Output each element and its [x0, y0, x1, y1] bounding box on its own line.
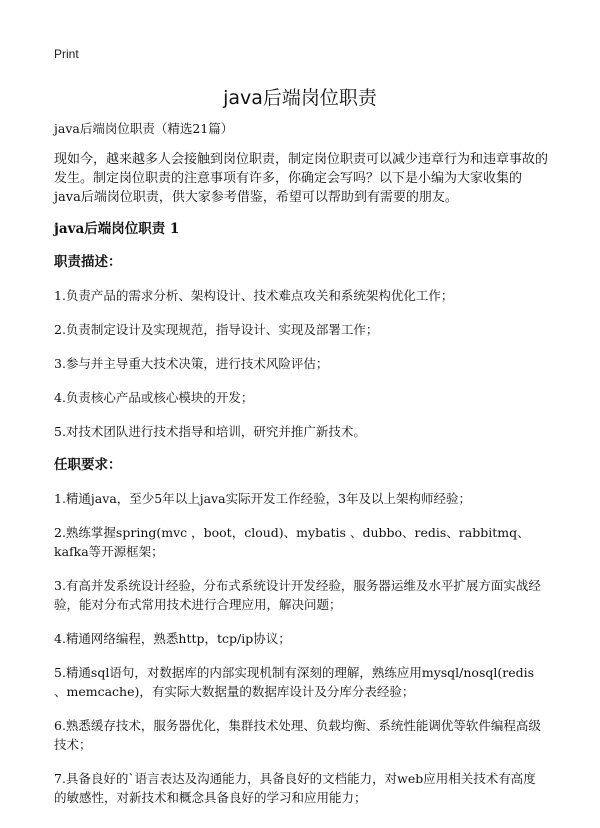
section-heading: java后端岗位职责 1	[54, 221, 180, 237]
requirement-item: 1.精通java，至少5年以上java实际开发工作经验，3年及以上架构师经验；	[54, 491, 472, 506]
requirement-item: 3.有高并发系统设计经验，分布式系统设计开发经验，服务器运维及水平扩展方面实战经验，能对分布式常用技术进行合理应用，解决问题；	[54, 578, 541, 612]
intro-paragraph: 现如今，越来越多人会接触到岗位职责，制定岗位职责可以减少违章行为和违章事故的发生。制定岗位职责的注意事项有许多，你确定会写吗？以下是小编为大家收集的java后端岗位职责，供大家参考借鉴，希望可以帮助到有需要的朋友。	[54, 152, 549, 205]
document-subtitle: java后端岗位职责（精选21篇）	[54, 121, 234, 136]
requirement-item: 7.具备良好的`语言表达及沟通能力，具备良好的文档能力，对web应用相关技术有高度的敏感性，对新技术和概念具备良好的学习和应用能力；	[54, 771, 536, 805]
requirement-item: 4.精通网络编程，熟悉http，tcp/ip协议；	[54, 631, 291, 646]
document-title: java后端岗位职责	[223, 87, 377, 109]
print-label: Print	[54, 47, 79, 61]
requirements-heading: 任职要求：	[54, 457, 122, 473]
requirement-item: 6.熟悉缓存技术，服务器优化，集群技术处理、负载均衡、系统性能调优等软件编程高级技术；	[54, 718, 541, 752]
requirement-item: 2.熟练掌握spring(mvc ，boot，cloud)、mybatis 、dubbo、redis、rabbitmq、kafka等开源框架；	[54, 525, 530, 559]
document-body	[54, 120, 548, 822]
duty-item: 1.负责产品的需求分析、架构设计、技术难点攻关和系统架构优化工作；	[54, 288, 454, 303]
duties-heading: 职责描述：	[54, 254, 122, 270]
requirement-item: 5.精通sql语句，对数据库的内部实现机制有深刻的理解，熟练应用mysql/nosql(redis 、memcache)，有实际大数据量的数据库设计及分库分表经验；	[54, 665, 535, 699]
duty-item: 3.参与并主导重大技术决策，进行技术风险评估；	[54, 356, 329, 371]
duty-item: 4.负责核心产品或核心模块的开发；	[54, 390, 254, 405]
duty-item: 5.对技术团队进行技术指导和培训，研究并推广新技术。	[54, 424, 366, 439]
duty-item: 2.负责制定设计及实现规范，指导设计、实现及部署工作；	[54, 322, 379, 337]
